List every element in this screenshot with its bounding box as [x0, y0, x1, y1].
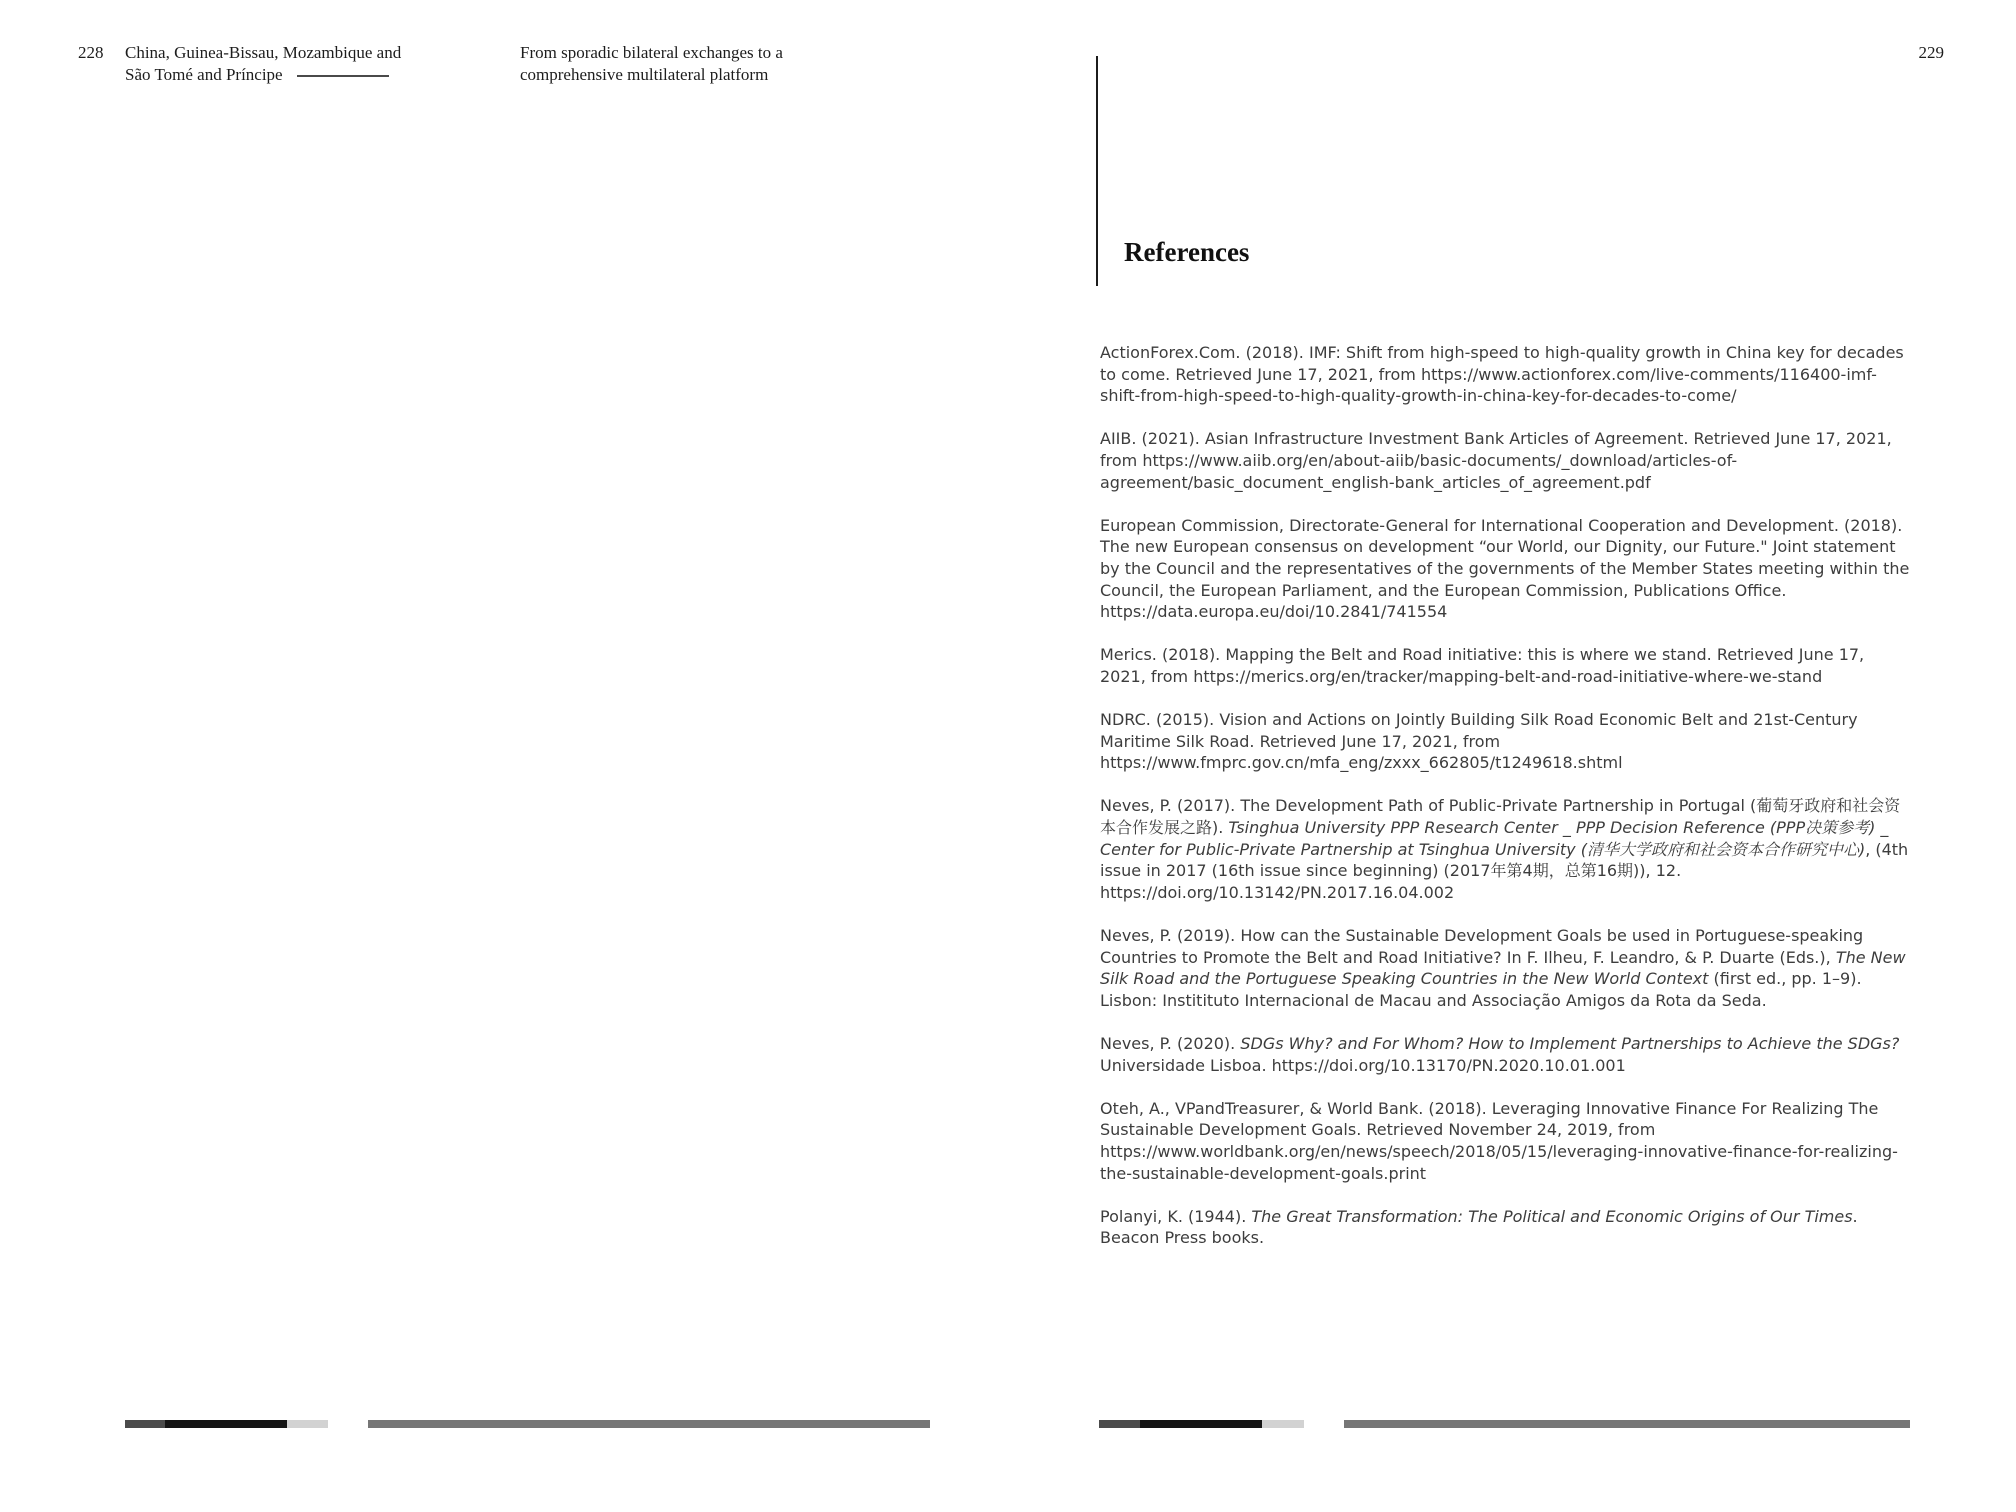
chapter-title: [125, 42, 465, 86]
reference-text: European Commission, Directorate-General for International Cooperation and Development. (2018). The new European consensus on development “our World, our Dignity, our Future." Joint statement by the Council and the representatives of the governments of the Member States meeting within the Council, the European Parliament, and the European Commission, Publications Office. https://data.europa.eu/doi/10.2841/741554: [1100, 515, 1910, 622]
reference-title-italic: Tsinghua University PPP Research Center _ PPP Decision Reference (PPP决策参考) _ Center for Public-Private Partnership at Tsinghua University (清华大学政府和社会资本合作研究中心): [1100, 818, 1889, 859]
reference-entry: [1100, 925, 1914, 1011]
reference-text: Oteh, A., VPandTreasurer, & World Bank. (2018). Leveraging Innovative Finance For Realizing The Sustainable Development Goals. Retrieved November 24, 2019, from https://www.worldbank.org/en/news/speech/2018/05/15/leveraging-innovative-finance-for-realizing-the-sustainable-development-goals.print: [1100, 1098, 1898, 1183]
chapter-title-line1: China, Guinea-Bissau, Mozambique and: [125, 43, 402, 62]
color-bar-right-long: [1344, 1420, 1910, 1428]
reference-entry: [1100, 644, 1914, 687]
reference-title-italic: SDGs Why? and For Whom? How to Implement Partnerships to Achieve the SDGs?: [1240, 1034, 1900, 1053]
reference-title-italic: The Great Transformation: The Political and Economic Origins of Our Times: [1251, 1206, 1853, 1226]
reference-entry: [1100, 515, 1914, 623]
reference-text: , (4th issue in 2017 (16th issue since beginning) (2017年第4期，总第16期)), 12. https://doi.org/10.13142/PN.2017.16.04.002: [1100, 839, 1909, 902]
reference-text: . Beacon Press books.: [1100, 1206, 1858, 1248]
color-bar-right-black-segment: [1140, 1420, 1262, 1428]
references-list: [1100, 342, 1914, 1271]
chapter-title-line2: [125, 64, 465, 86]
reference-text: Neves, P. (2017). The Development Path of Public-Private Partnership in Portugal (葡萄牙政府和社会资本合作发展之路).: [1100, 796, 1901, 838]
reference-text: Neves, P. (2019). How can the Sustainable Development Goals be used in Portuguese-speaking Countries to Promote the Belt and Road Initiative? In F. Ilheu, F. Leandro, & P. Duarte (Eds.),: [1100, 926, 1864, 967]
reference-text: ActionForex.Com. (2018). IMF: Shift from high-speed to high-quality growth in China key for decades to come. Retrieved June 17, 2021, from https://www.actionforex.com/live-comments/116400-imf-shift-from-high-speed-to-high-quality-growth-in-china-key-for-decades-to-come/: [1100, 343, 1904, 406]
reference-entry: [1100, 1098, 1914, 1184]
reference-text: AIIB. (2021). Asian Infrastructure Investment Bank Articles of Agreement. Retrieved June 17, 2021, from https://www.aiib.org/en/about-aiib/basic-documents/_download/articles-of-agreement/basic_document_english-bank_articles_of_agreement.pdf: [1100, 429, 1892, 492]
reference-entry: [1100, 342, 1914, 407]
section-title: [520, 42, 850, 86]
reference-entry: [1100, 709, 1914, 774]
reference-entry: [1100, 795, 1914, 903]
reference-text: Polanyi, K. (1944).: [1100, 1206, 1252, 1226]
reference-text: Universidade Lisboa. https://doi.org/10.13170/PN.2020.10.01.001: [1100, 1055, 1626, 1075]
page-number-left: 228: [78, 43, 104, 62]
color-bar-right-light-segment: [1262, 1420, 1304, 1428]
header-rule: [297, 75, 389, 77]
chapter-title-line2-text: São Tomé and Príncipe: [125, 65, 283, 84]
reference-entry: [1100, 1033, 1914, 1076]
reference-text: Merics. (2018). Mapping the Belt and Road initiative: this is where we stand. Retrieved June 17, 2021, from https://merics.org/en/tracker/mapping-belt-and-road-initiative-where-we-stand: [1100, 645, 1865, 686]
reference-entry: [1100, 428, 1914, 493]
references-section-rule: [1096, 56, 1098, 286]
color-bar-left-light-segment: [287, 1420, 328, 1428]
reference-text: NDRC. (2015). Vision and Actions on Jointly Building Silk Road Economic Belt and 21st-Century Maritime Silk Road. Retrieved June 17, 2021, from https://www.fmprc.gov.cn/mfa_eng/zxxx_662805/t1249618.shtml: [1100, 710, 1858, 773]
reference-title-italic: The New Silk Road and the Portuguese Speaking Countries in the New World Context: [1100, 947, 1906, 989]
reference-text: (first ed., pp. 1–9). Lisbon: Institituto Internacional de Macau and Associação Amigos da Rota da Seda.: [1100, 969, 1862, 1010]
page-number-right: 229: [1918, 43, 1944, 62]
color-bar-left-black-segment: [165, 1420, 287, 1428]
color-bar-left-long: [368, 1420, 930, 1428]
color-bar-left-dark-segment: [125, 1420, 165, 1428]
references-heading: References: [1124, 237, 1250, 268]
section-title-line1: From sporadic bilateral exchanges to a: [520, 43, 783, 62]
color-bar-right-dark-segment: [1099, 1420, 1140, 1428]
reference-text: Neves, P. (2020).: [1100, 1034, 1241, 1053]
section-title-line2: comprehensive multilateral platform: [520, 65, 769, 84]
reference-entry: [1100, 1206, 1914, 1249]
